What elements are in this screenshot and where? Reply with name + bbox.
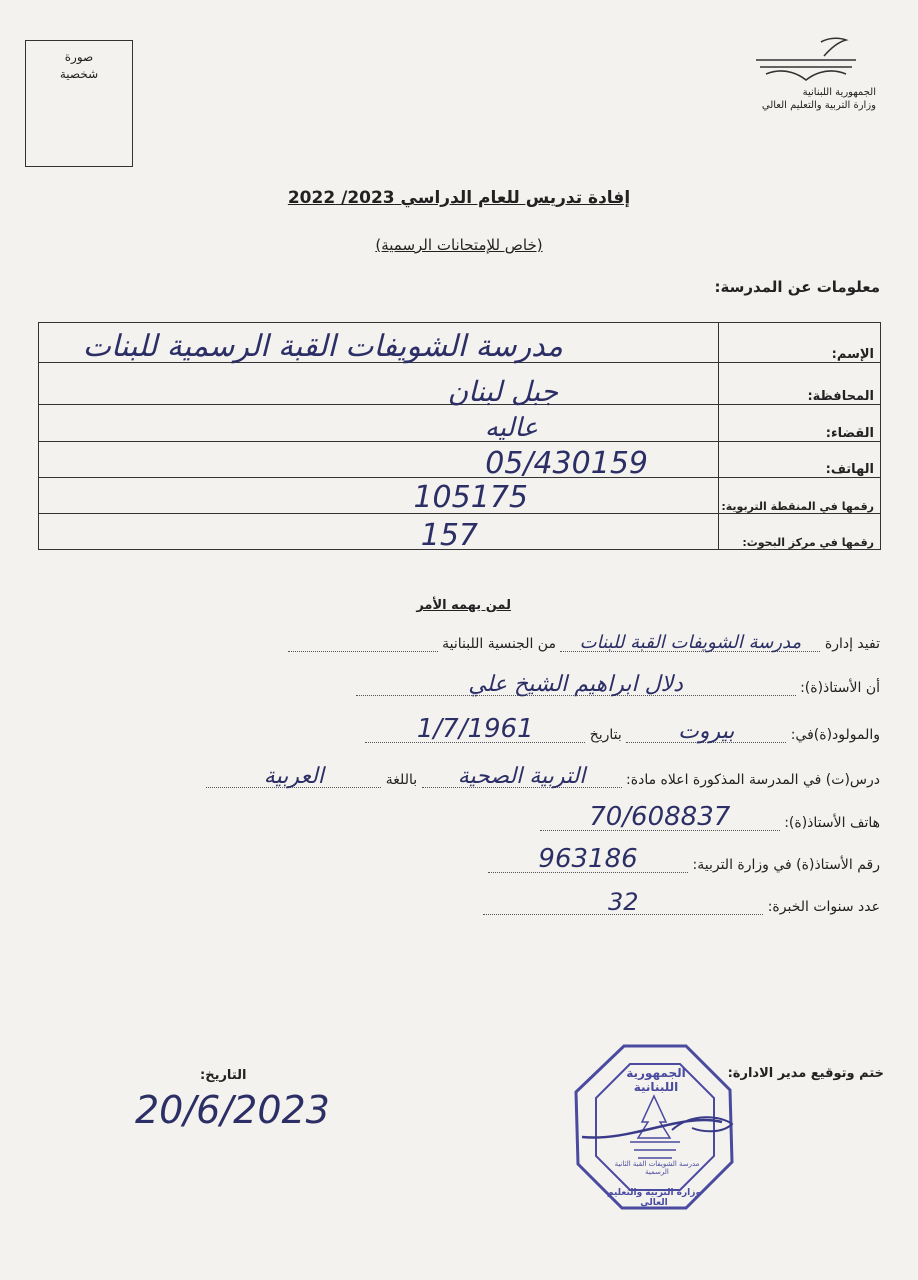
personal-photo-box bbox=[25, 40, 133, 167]
table-row bbox=[39, 442, 881, 478]
teacher-label: أن الأستاذ(ة): bbox=[800, 680, 880, 696]
edu-zone-number-value: 105175 bbox=[413, 480, 528, 515]
republic-label: الجمهورية اللبنانية bbox=[802, 87, 876, 98]
school-name-label: الإسم: bbox=[719, 323, 881, 363]
birthplace-value: بيروت bbox=[678, 719, 735, 744]
table-row bbox=[39, 514, 881, 550]
photo-label-line2: شخصية bbox=[59, 67, 99, 81]
district-label: القضاء: bbox=[719, 405, 881, 442]
subject-value: التربية الصحية bbox=[457, 764, 586, 789]
ministry-label: وزارة التربية والتعليم العالي bbox=[761, 100, 876, 111]
experience-label: عدد سنوات الخبرة: bbox=[767, 899, 880, 915]
experience-line bbox=[483, 888, 880, 916]
language-value: العربية bbox=[263, 764, 324, 789]
governorate-value: جبل لبنان bbox=[447, 375, 558, 408]
school-info-heading: معلومات عن المدرسة: bbox=[714, 278, 880, 296]
subject-line bbox=[206, 764, 880, 789]
table-row bbox=[39, 405, 881, 442]
taught-label: درس(ت) في المدرسة المذكورة اعلاه مادة: bbox=[626, 772, 880, 788]
birthdate-value: 1/7/1961 bbox=[416, 714, 534, 744]
official-stamp bbox=[572, 1042, 736, 1212]
experience-value: 32 bbox=[607, 888, 639, 916]
date-label: بتاريخ bbox=[589, 727, 622, 743]
teacher-phone-label: هاتف الأستاذ(ة): bbox=[784, 815, 880, 831]
teacher-number-value: 963186 bbox=[538, 844, 638, 874]
document-subtitle: (خاص للإمتحانات الرسمية) bbox=[375, 236, 543, 254]
footer-date-label: التاريخ: bbox=[200, 1068, 247, 1083]
birth-line bbox=[365, 714, 880, 744]
teacher-number-label: رقم الأستاذ(ة) في وزارة التربية: bbox=[692, 857, 880, 873]
table-row bbox=[39, 478, 881, 514]
stamp-text-mid: مدرسة الشويفات القبة الثانية الرسمية bbox=[614, 1160, 700, 1176]
teacher-phone-value: 70/608837 bbox=[589, 802, 731, 832]
footer-date-value: 20/6/2023 bbox=[135, 1088, 330, 1132]
phone-label: الهاتف: bbox=[719, 442, 881, 478]
photo-label-line1: صورة bbox=[64, 50, 94, 64]
school-phone-value: 05/430159 bbox=[485, 446, 648, 481]
ministry-header bbox=[716, 36, 876, 112]
to-whom-heading: لمن يهمه الأمر bbox=[416, 598, 511, 613]
governorate-label: المحافظة: bbox=[719, 363, 881, 405]
research-center-number-label: رقمها في مركز البحوث: bbox=[719, 514, 881, 550]
stamp-text-top: الجمهورية اللبنانية bbox=[626, 1066, 686, 1094]
document-title: إفادة تدريس للعام الدراسي 2023/ 2022 bbox=[287, 188, 631, 208]
research-center-number-value: 157 bbox=[420, 518, 478, 553]
school-name-value: مدرسة الشويفات القبة الرسمية للبنات bbox=[82, 329, 563, 364]
table-row bbox=[39, 323, 881, 363]
stamp-text-bottom: وزارة التربية والتعليم العالي bbox=[606, 1188, 702, 1208]
admin-suffix: من الجنسية اللبنانية bbox=[442, 636, 556, 652]
language-label: باللغة bbox=[385, 772, 418, 788]
admin-prefix: تفيد إدارة bbox=[824, 636, 880, 652]
teacher-number-line bbox=[488, 844, 880, 874]
edu-zone-number-label: رقمها في المنقطة التربوية: bbox=[719, 478, 881, 514]
admin-school-value: مدرسة الشويفات القبة للبنات bbox=[579, 632, 802, 653]
teacher-phone-line bbox=[540, 802, 880, 832]
teacher-name-value: دلال ابراهيم الشيخ علي bbox=[468, 672, 683, 697]
born-label: والمولود(ة)في: bbox=[790, 727, 880, 743]
ministry-logo-icon bbox=[746, 36, 866, 86]
school-info-table bbox=[38, 322, 881, 553]
district-value: عاليه bbox=[484, 413, 538, 443]
admin-line bbox=[288, 632, 880, 653]
teacher-line bbox=[356, 672, 880, 697]
stamp-signature-label: ختم وتوقيع مدير الادارة: bbox=[727, 1066, 884, 1081]
table-row bbox=[39, 363, 881, 405]
